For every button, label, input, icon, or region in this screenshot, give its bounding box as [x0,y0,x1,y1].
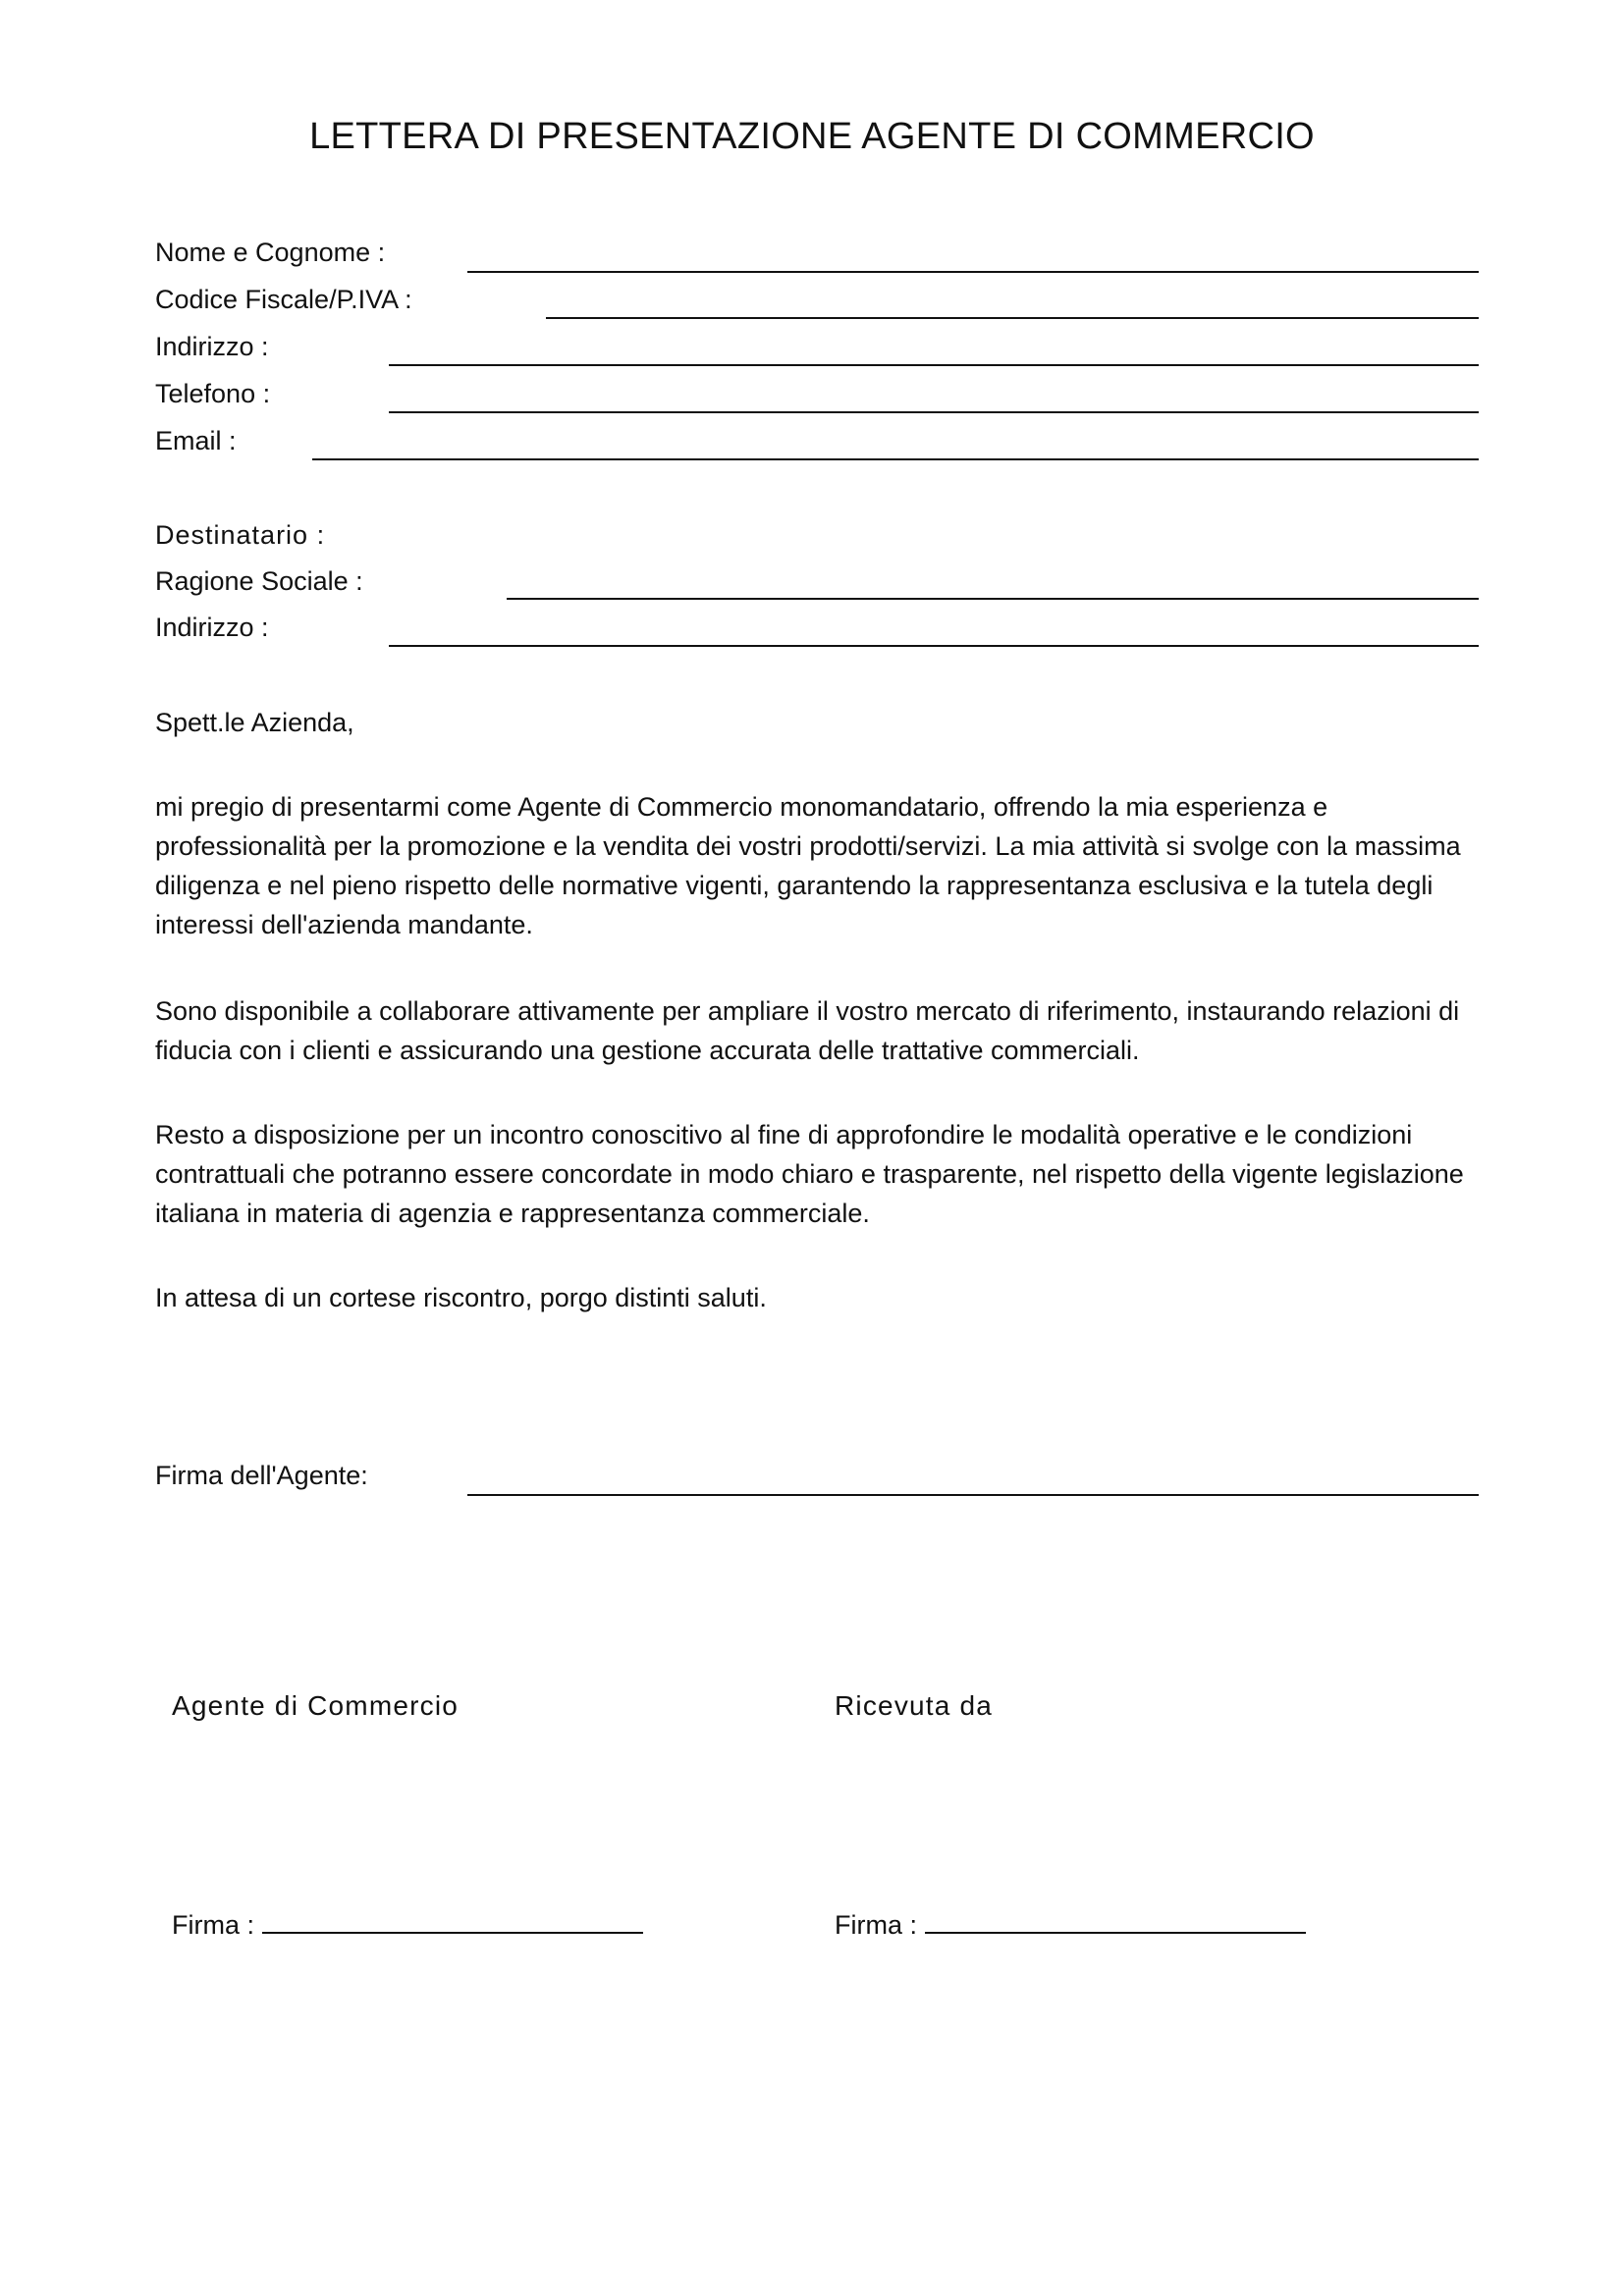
recipient-address-field[interactable] [389,645,1479,647]
agent-firma-label: Firma : [172,1910,254,1940]
email-label: Email : [155,426,237,455]
tax-code-field[interactable] [546,317,1479,319]
agent-signature-field[interactable] [467,1494,1479,1496]
recipient-address-label: Indirizzo : [155,613,269,642]
agent-signature-header: Agente di Commercio [172,1690,460,1721]
name-label: Nome e Cognome : [155,238,386,267]
address-label: Indirizzo : [155,332,269,361]
salutation: Spett.le Azienda, [155,708,354,737]
receiver-signature-header: Ricevuta da [835,1690,994,1721]
address-field[interactable] [389,364,1479,366]
paragraph-1: mi pregio di presentarmi come Agente di Commercio monomandatario, offrendo la mia esperienza e professionalità per la promozione e la vendita dei vostri prodotti/servizi. La mia attività si svolge con la massima diligenza e nel pieno rispetto delle normative vigenti, garantendo la rappresentanza esclusiva e la tutela degli interessi dell'azienda mandante. [155,792,1461,939]
company-label: Ragione Sociale : [155,566,363,596]
name-field[interactable] [467,271,1479,273]
paragraph-3: Resto a disposizione per un incontro conoscitivo al fine di approfondire le modalità operative e le condizioni contrattuali che potranno essere concordate in modo chiaro e trasparente, nel rispetto della vigente legislazione italiana in materia di agenzia e rappresentanza commerciale. [155,1120,1464,1228]
phone-label: Telefono : [155,379,271,408]
receiver-firma-label: Firma : [835,1910,917,1940]
tax-code-label: Codice Fiscale/P.IVA : [155,285,412,314]
receiver-firma [835,1910,1306,1941]
document-title: LETTERA DI PRESENTAZIONE AGENTE DI COMMERCIO [309,116,1315,157]
receiver-firma-line[interactable] [925,1930,1306,1934]
company-field[interactable] [507,598,1479,600]
agent-signature-label: Firma dell'Agente: [155,1461,368,1490]
email-field[interactable] [312,458,1479,460]
paragraph-4: In attesa di un cortese riscontro, porgo distinti saluti. [155,1283,767,1312]
agent-firma-line[interactable] [262,1930,643,1934]
recipient-heading: Destinatario : [155,520,326,550]
paragraph-2: Sono disponibile a collaborare attivamente per ampliare il vostro mercato di riferimento, instaurando relazioni di fiducia con i clienti e assicurando una gestione accurata delle trattative commerciali. [155,996,1460,1065]
phone-field[interactable] [389,411,1479,413]
agent-firma [172,1910,643,1941]
